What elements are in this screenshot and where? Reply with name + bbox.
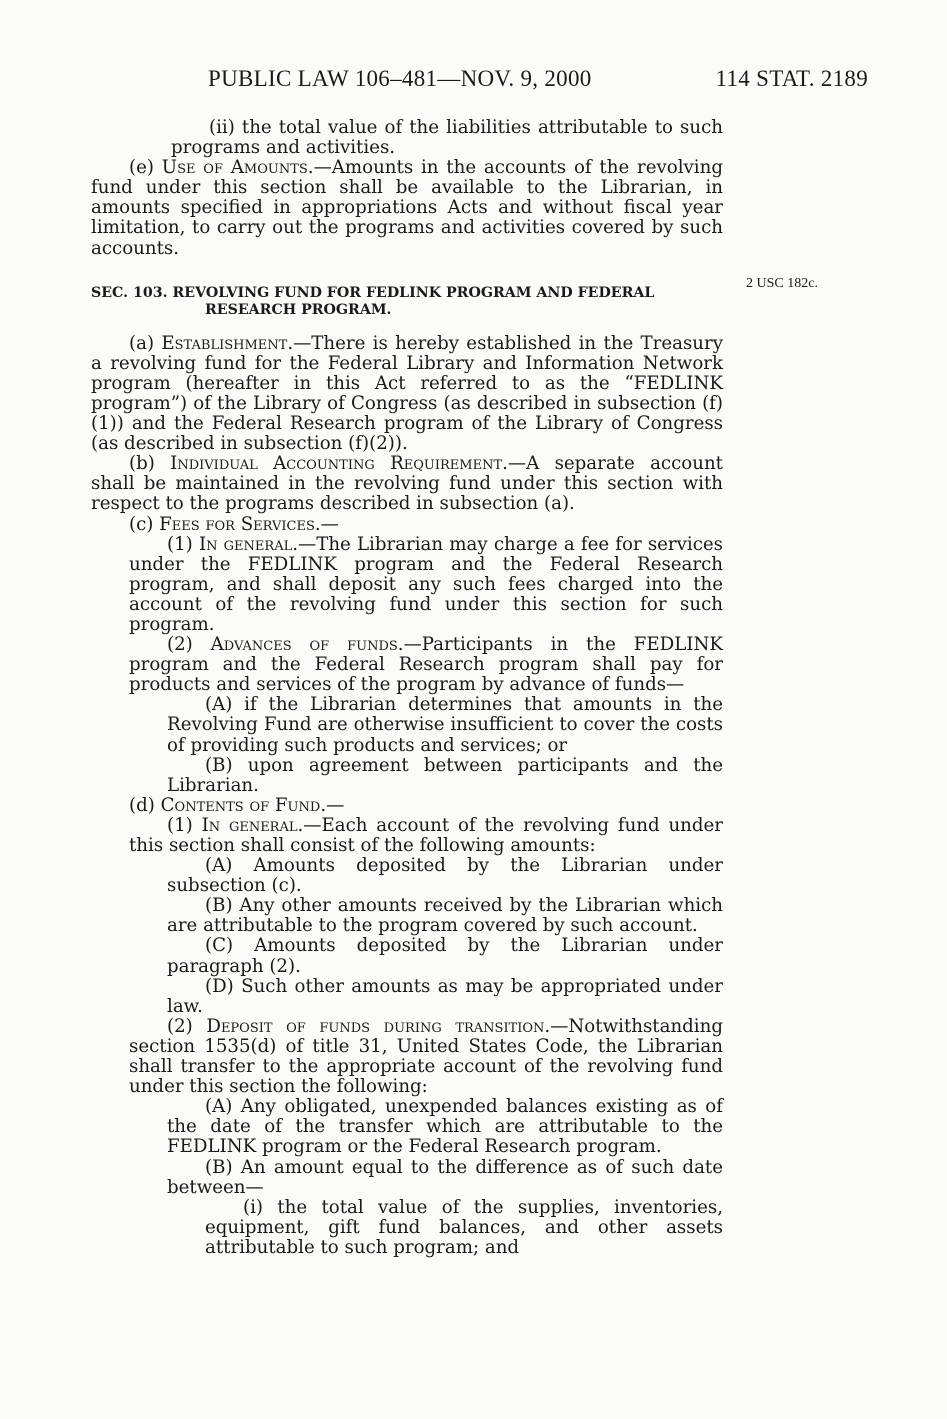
paragraph-c-fees: (c) Fees for Services.— (129, 513, 339, 535)
heading-contents-of-fund: Contents of Fund (160, 794, 321, 816)
paragraph-e-use-of-amounts: (e) Use of Amounts.—Amounts in the accounts of the revolving fund under this section shall be available to the Librarian, in amounts specified in appropriations Acts and without fiscal year limitation, to carry out the programs and activities covered by such accounts. (91, 157, 723, 259)
header-stat-page: 114 STAT. 2189 (715, 66, 868, 91)
paragraph-b-accounting: (b) Individual Accounting Requirement.—A separate account shall be maintained in the revolving fund under this section with respect to the programs described in subsection (a). (91, 453, 723, 515)
heading-fees-for-services: Fees for Services (159, 513, 315, 535)
heading-deposit-of-funds: Deposit of funds during transition (206, 1015, 545, 1037)
paragraph-a-establishment: (a) Establishment.—There is hereby established in the Treasury a revolving fund for the Federal Library and Information Network program (hereafter in this Act referred to as the “FEDLINK program”) of the Library of Congress (as described in subsection (f)(1)) and the Federal Research program of the Library of Congress (as described in subsection (f)(2)). (91, 332, 723, 455)
paragraph-c2-b: (B) upon agreement between participants and the Librarian. (167, 754, 723, 796)
paragraph-c2-a: (A) if the Librarian determines that amounts in the Revolving Fund are otherwise insufficient to cover the costs of providing such products and services; or (167, 694, 723, 756)
heading-in-general: In general (198, 533, 293, 555)
paragraph-d2-transition: (2) Deposit of funds during transition.—Notwithstanding section 1535(d) of title 31, United States Code, the Librarian shall transfer to the appropriate account of the revolving fund under this section the following: (129, 1015, 723, 1098)
paragraph-c1-general: (1) In general.—The Librarian may charge a fee for services under the FEDLINK program and the Federal Research program, and shall deposit any such fees charged into the account of the revolving fund under this section for such program. (129, 533, 723, 635)
paragraph-d1-d: (D) Such other amounts as may be appropriated under law. (167, 975, 723, 1017)
paragraph-d-contents: (d) Contents of Fund.— (129, 794, 345, 816)
paragraph-d2-b: (B) An amount equal to the difference as of such date between— (167, 1156, 723, 1198)
paragraph-c2-advances: (2) Advances of funds.—Participants in the FEDLINK program and the Federal Research program shall pay for products and services of the program by advance of funds— (129, 634, 723, 696)
paragraph-d1-general: (1) In general.—Each account of the revolving fund under this section shall consist of the following amounts: (129, 814, 723, 856)
paragraph-d1-a: (A) Amounts deposited by the Librarian under subsection (c). (167, 855, 723, 897)
section-103-heading: SEC. 103. REVOLVING FUND FOR FEDLINK PROGRAM AND FEDERAL RESEARCH PROGRAM. (91, 284, 655, 318)
paragraph-d1-b: (B) Any other amounts received by the Librarian which are attributable to the program covered by such account. (167, 895, 723, 937)
paragraph-d2-b-i: (i) the total value of the supplies, inventories, equipment, gift fund balances, and other assets attributable to such program; and (205, 1196, 723, 1258)
paragraph-d2-a: (A) Any obligated, unexpended balances existing as of the date of the transfer which are attributable to the FEDLINK program or the Federal Research program. (167, 1096, 723, 1158)
heading-establishment: Establishment (161, 332, 288, 354)
paragraph-ii-liabilities: (ii) the total value of the liabilities attributable to such programs and activities. (171, 117, 723, 159)
heading-use-of-amounts: Use of Amounts (161, 157, 308, 179)
page-body (91, 118, 723, 1258)
header-title: PUBLIC LAW 106–481—NOV. 9, 2000 (208, 66, 592, 91)
heading-individual-accounting: Individual Accounting Requirement (170, 453, 503, 475)
heading-in-general-d1: In general (201, 814, 298, 836)
paragraph-d1-c: (C) Amounts deposited by the Librarian under paragraph (2). (167, 935, 723, 977)
margin-note-usc: 2 USC 182c. (746, 276, 818, 291)
heading-advances-of-funds: Advances of funds (210, 634, 398, 656)
